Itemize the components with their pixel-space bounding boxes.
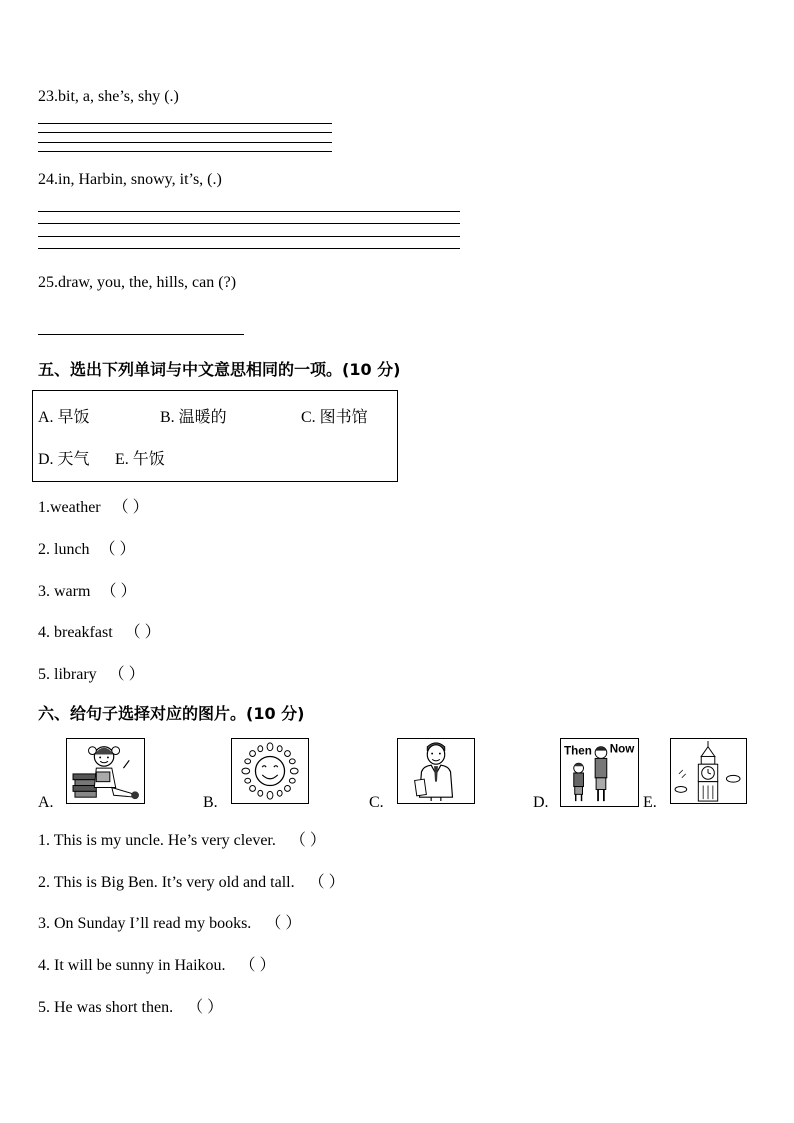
option-b: B. 温暖的: [160, 409, 227, 426]
item-text: 3. On Sunday I’ll read my books.: [38, 915, 252, 932]
item-text: 4. It will be sunny in Haikou.: [38, 957, 226, 974]
answer-line[interactable]: [38, 142, 332, 143]
then-now-boys-icon: [560, 738, 639, 807]
sentence-item: [38, 869, 345, 892]
picture-label-d: D.: [533, 794, 549, 811]
vocab-item: [38, 619, 161, 642]
item-text: 5. library: [38, 666, 97, 683]
section-five-title: 五、选出下列单词与中文意思相同的一项。(10 分): [38, 360, 401, 379]
answer-blank[interactable]: （ ）: [308, 874, 345, 891]
answer-blank[interactable]: （ ）: [112, 499, 149, 516]
picture-label-b: B.: [203, 794, 218, 811]
option-e: E. 午饭: [115, 451, 165, 468]
answer-blank[interactable]: （ ）: [187, 999, 224, 1016]
picture-label-e: E.: [643, 794, 657, 811]
big-ben-icon: [670, 738, 747, 804]
answer-blank[interactable]: （ ）: [100, 583, 137, 600]
then-label: Then: [564, 744, 592, 758]
item-text: 1. This is my uncle. He’s very clever.: [38, 832, 276, 849]
sentence-item: [38, 910, 301, 933]
answer-line[interactable]: [38, 211, 460, 212]
answer-line[interactable]: [38, 248, 460, 249]
sentence-item: [38, 827, 326, 850]
answer-line[interactable]: [38, 223, 460, 224]
answer-blank[interactable]: （ ）: [265, 915, 302, 932]
sentence-item: [38, 994, 223, 1017]
picture-label-a: A.: [38, 794, 54, 811]
smiling-sun-icon: [231, 738, 309, 804]
question-25: 25.draw, you, the, hills, can (?): [38, 274, 237, 291]
answer-blank[interactable]: （ ）: [99, 541, 136, 558]
girl-reading-books-icon: [66, 738, 145, 804]
vocab-item: [38, 578, 136, 601]
option-c: C. 图书馆: [301, 409, 368, 426]
section-six-title: 六、给句子选择对应的图片。(10 分): [38, 704, 305, 723]
picture-label-c: C.: [369, 794, 384, 811]
item-text: 1.weather: [38, 499, 101, 516]
sentence-item: [38, 952, 276, 975]
option-a: A. 早饭: [38, 409, 90, 426]
item-text: 5. He was short then.: [38, 999, 174, 1016]
answer-line[interactable]: [38, 334, 244, 335]
question-24: 24.in, Harbin, snowy, it’s, (.): [38, 171, 222, 188]
option-d: D. 天气: [38, 451, 90, 468]
item-text: 4. breakfast: [38, 624, 113, 641]
answer-blank[interactable]: （ ）: [289, 832, 326, 849]
vocab-item: [38, 536, 136, 559]
answer-blank[interactable]: （ ）: [124, 624, 161, 641]
man-in-suit-icon: [397, 738, 475, 804]
answer-line[interactable]: [38, 123, 332, 124]
answer-line[interactable]: [38, 132, 332, 133]
answer-line[interactable]: [38, 236, 460, 237]
question-23: 23.bit, a, she’s, shy (.): [38, 88, 179, 105]
answer-line[interactable]: [38, 151, 332, 152]
item-text: 2. lunch: [38, 541, 90, 558]
answer-blank[interactable]: （ ）: [239, 957, 276, 974]
item-text: 3. warm: [38, 583, 91, 600]
item-text: 2. This is Big Ben. It’s very old and tall.: [38, 874, 295, 891]
vocab-item: [38, 494, 149, 517]
now-label: Now: [609, 742, 635, 756]
vocab-item: [38, 661, 145, 684]
answer-blank[interactable]: （ ）: [108, 666, 145, 683]
